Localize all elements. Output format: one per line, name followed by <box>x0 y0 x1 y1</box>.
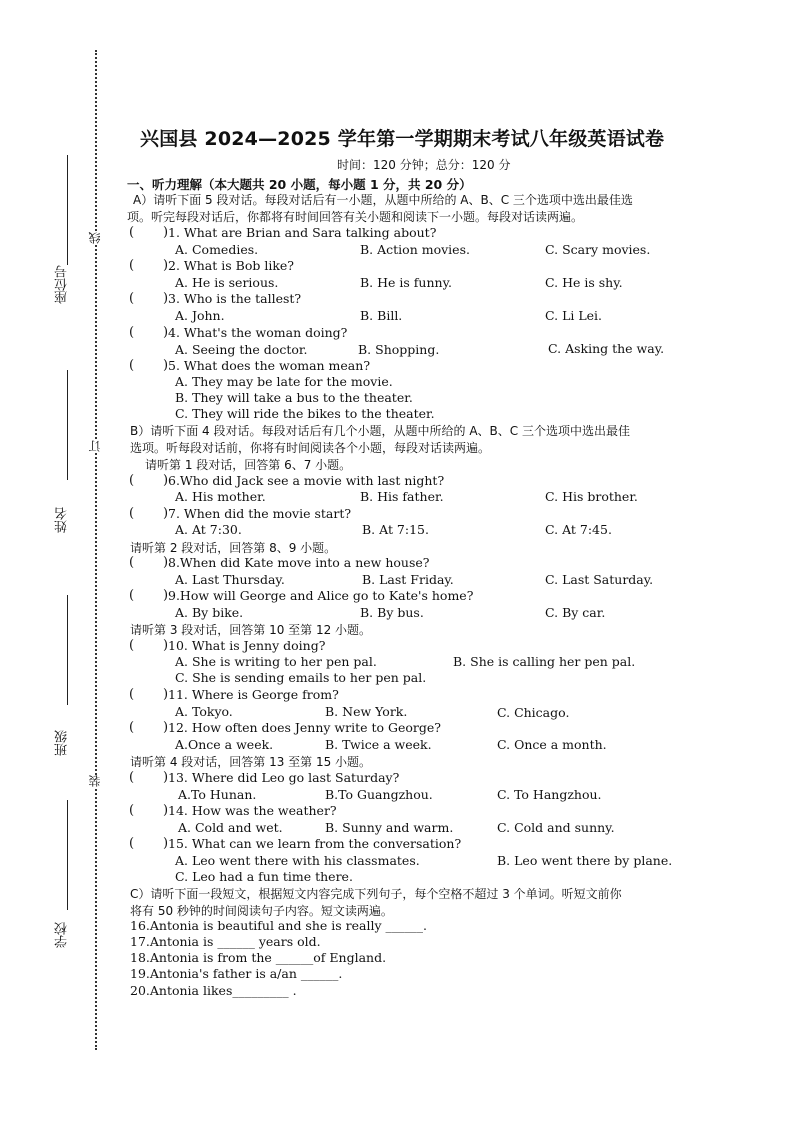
answer-bracket-close: ) <box>163 225 169 240</box>
option-c: C. He is shy. <box>545 275 623 290</box>
option-c: C. Chicago. <box>497 705 570 720</box>
option-a: A. Seeing the doctor. <box>175 342 308 357</box>
answer-bracket-open: ( <box>129 803 135 818</box>
answer-bracket-close: ) <box>163 687 169 702</box>
binding-char-xian: 线 <box>88 232 102 244</box>
option-a: A. They may be late for the movie. <box>175 374 393 389</box>
option-b: B. Sunny and warm. <box>325 820 454 835</box>
part-a-instruction-2: 项。听完每段对话后，你都将有时间回答有关小题和阅读下一小题。每段对话读两遍。 <box>127 210 584 224</box>
answer-bracket-close: ) <box>163 555 169 570</box>
name-field-line <box>67 370 68 480</box>
option-b: B. At 7:15. <box>362 522 429 537</box>
option-b: B. Shopping. <box>358 342 440 357</box>
question-stem: 9.How will George and Alice go to Kate's home? <box>168 588 474 603</box>
option-b: B. Last Friday. <box>362 572 454 587</box>
answer-bracket-open: ( <box>129 770 135 785</box>
option-c: C. She is sending emails to her pen pal. <box>175 670 427 685</box>
exam-time-score: 时间：120 分钟；总分：120 分 <box>337 158 511 172</box>
answer-bracket-open: ( <box>129 720 135 735</box>
answer-bracket-close: ) <box>163 720 169 735</box>
option-a: A. Last Thursday. <box>175 572 285 587</box>
answer-bracket-close: ) <box>163 473 169 488</box>
option-b: B. His father. <box>360 489 444 504</box>
option-c: C. They will ride the bikes to the theater. <box>175 406 435 421</box>
binding-char-zhuang: 装 <box>88 775 102 787</box>
option-a: A. John. <box>175 308 225 323</box>
question-stem: 7. When did the movie start? <box>168 506 352 521</box>
question-stem: 10. What is Jenny doing? <box>168 638 326 653</box>
option-c: C. Leo had a fun time there. <box>175 869 353 884</box>
option-c: C. Cold and sunny. <box>497 820 615 835</box>
option-a: A. By bike. <box>175 605 244 620</box>
answer-bracket-open: ( <box>129 638 135 653</box>
answer-bracket-close: ) <box>163 258 169 273</box>
option-a: A.Once a week. <box>175 737 274 752</box>
answer-bracket-open: ( <box>129 506 135 521</box>
question-stem: 5. What does the woman mean? <box>168 358 371 373</box>
option-b: B. New York. <box>325 704 408 719</box>
option-c: C. Scary movies. <box>545 242 651 257</box>
seat-number-field-line <box>67 155 68 265</box>
answer-bracket-close: ) <box>163 358 169 373</box>
option-c: C. Once a month. <box>497 737 607 752</box>
name-label: 姓名 <box>55 507 70 533</box>
question-stem: 15. What can we learn from the conversation? <box>168 836 462 851</box>
answer-bracket-open: ( <box>129 258 135 273</box>
option-b: B. Action movies. <box>360 242 470 257</box>
question-stem: 14. How was the weather? <box>168 803 337 818</box>
dialogue-4-prompt: 请听第 4 段对话，回答第 13 至第 15 小题。 <box>130 755 372 769</box>
exam-title: 兴国县 2024—2025 学年第一学期期末考试八年级英语试卷 <box>140 128 665 150</box>
answer-bracket-close: ) <box>163 325 169 340</box>
question-stem: 2. What is Bob like? <box>168 258 294 273</box>
answer-bracket-open: ( <box>129 473 135 488</box>
fill-blank-19: 19.Antonia's father is a/an ______. <box>130 966 343 981</box>
answer-bracket-close: ) <box>163 291 169 306</box>
part-b-instruction-2: 选项。听每段对话前，你将有时间阅读各个小题，每段对话读两遍。 <box>130 441 491 455</box>
option-a: A. Leo went there with his classmates. <box>175 853 420 868</box>
fill-blank-18: 18.Antonia is from the ______of England. <box>130 950 387 965</box>
answer-bracket-open: ( <box>129 358 135 373</box>
fill-blank-20: 20.Antonia likes_________ . <box>130 983 297 998</box>
option-c: C. By car. <box>545 605 606 620</box>
option-b: B. They will take a bus to the theater. <box>175 390 413 405</box>
option-a: A. At 7:30. <box>175 522 242 537</box>
answer-bracket-close: ) <box>163 803 169 818</box>
answer-bracket-close: ) <box>163 588 169 603</box>
answer-bracket-open: ( <box>129 588 135 603</box>
question-stem: 12. How often does Jenny write to George? <box>168 720 441 735</box>
answer-bracket-open: ( <box>129 555 135 570</box>
question-stem: 3. Who is the tallest? <box>168 291 302 306</box>
part-b-instruction-1: B）请听下面 4 段对话。每段对话后有几个小题，从题中所给的 A、B、C 三个选项中选出最佳 <box>130 424 630 438</box>
option-b: B. He is funny. <box>360 275 452 290</box>
answer-bracket-close: ) <box>163 638 169 653</box>
question-stem: 6.Who did Jack see a movie with last night? <box>168 473 445 488</box>
answer-bracket-close: ) <box>163 506 169 521</box>
answer-bracket-open: ( <box>129 687 135 702</box>
option-a: A. He is serious. <box>175 275 279 290</box>
fill-blank-17: 17.Antonia is ______ years old. <box>130 934 321 949</box>
answer-bracket-open: ( <box>129 325 135 340</box>
question-stem: 4. What's the woman doing? <box>168 325 348 340</box>
part-a-instruction-1: A）请听下面 5 段对话。每段对话后有一小题，从题中所给的 A、B、C 三个选项中选出最佳选 <box>133 193 633 207</box>
dialogue-1-prompt: 请听第 1 段对话，回答第 6、7 小题。 <box>145 458 352 472</box>
answer-bracket-close: ) <box>163 836 169 851</box>
option-c: C. Asking the way. <box>548 341 665 356</box>
dialogue-3-prompt: 请听第 3 段对话，回答第 10 至第 12 小题。 <box>130 623 372 637</box>
class-field-line <box>67 595 68 705</box>
option-c: C. At 7:45. <box>545 522 612 537</box>
section-heading: 一、听力理解（本大题共 20 小题，每小题 1 分，共 20 分） <box>127 177 472 192</box>
question-stem: 1. What are Brian and Sara talking about? <box>168 225 437 240</box>
answer-bracket-close: ) <box>163 770 169 785</box>
option-b: B. Bill. <box>360 308 403 323</box>
binding-char-ding: 订 <box>88 440 102 452</box>
option-b: B. She is calling her pen pal. <box>453 654 636 669</box>
option-a: A. Cold and wet. <box>178 820 283 835</box>
question-stem: 8.When did Kate move into a new house? <box>168 555 430 570</box>
seat-number-label: 座位号 <box>55 265 70 305</box>
option-a: A. Tokyo. <box>175 704 233 719</box>
option-b: B.To Guangzhou. <box>325 787 433 802</box>
option-b: B. Leo went there by plane. <box>497 853 673 868</box>
option-a: A. She is writing to her pen pal. <box>175 654 377 669</box>
option-a: A. Comedies. <box>175 242 259 257</box>
class-label: 班级 <box>55 730 70 756</box>
school-field-line <box>67 800 68 910</box>
school-label: 学校 <box>55 922 70 948</box>
answer-bracket-open: ( <box>129 836 135 851</box>
option-c: C. His brother. <box>545 489 638 504</box>
option-b: B. By bus. <box>360 605 424 620</box>
option-c: C. Last Saturday. <box>545 572 654 587</box>
fill-blank-16: 16.Antonia is beautiful and she is really ______. <box>130 918 427 933</box>
option-a: A. His mother. <box>175 489 266 504</box>
option-c: C. To Hangzhou. <box>497 787 602 802</box>
part-c-instruction-2: 将有 50 秒钟的时间阅读句子内容。短文读两遍。 <box>130 904 393 918</box>
part-c-instruction-1: C）请听下面一段短文，根据短文内容完成下列句子，每个空格不超过 3 个单词。听短文前你 <box>130 887 622 901</box>
binding-dotted-line <box>95 50 97 1050</box>
question-stem: 11. Where is George from? <box>168 687 339 702</box>
option-b: B. Twice a week. <box>325 737 432 752</box>
answer-bracket-open: ( <box>129 225 135 240</box>
option-a: A.To Hunan. <box>178 787 257 802</box>
answer-bracket-open: ( <box>129 291 135 306</box>
question-stem: 13. Where did Leo go last Saturday? <box>168 770 400 785</box>
dialogue-2-prompt: 请听第 2 段对话，回答第 8、9 小题。 <box>130 541 337 555</box>
option-c: C. Li Lei. <box>545 308 603 323</box>
